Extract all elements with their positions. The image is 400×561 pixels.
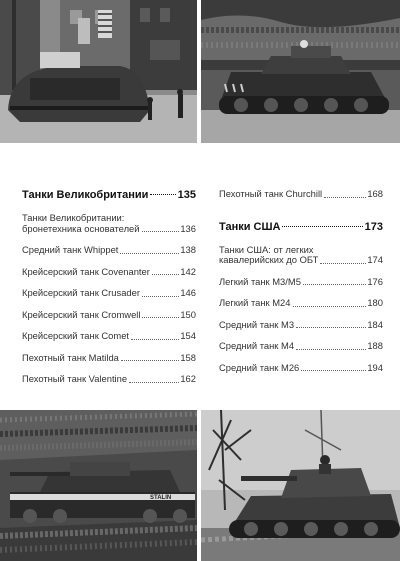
toc-entry-page: 154: [180, 330, 196, 341]
section-heading-title: Танки Великобритании: [22, 189, 149, 201]
toc-entry-page: 180: [367, 297, 383, 308]
toc-entry[interactable]: [22, 267, 196, 278]
toc-entry-title: Пехотный танк Churchill: [219, 188, 323, 199]
toc-entry[interactable]: [22, 213, 196, 234]
toc-entry-page: 194: [367, 361, 383, 373]
toc-entry[interactable]: [22, 331, 196, 342]
toc-entry-page: 158: [180, 351, 196, 363]
toc-entry[interactable]: [219, 189, 383, 200]
toc-entry-page: 146: [180, 287, 196, 298]
leader-dots: [296, 349, 366, 350]
toc-entry[interactable]: [22, 353, 196, 364]
toc-entry-page: 168: [367, 188, 383, 199]
leader-dots: [121, 360, 179, 361]
leader-dots: [293, 306, 367, 307]
section-heading-page: 135: [177, 189, 196, 201]
toc-entry-page: 142: [180, 265, 196, 277]
toc-column-left: [22, 189, 196, 396]
toc-entry-title: Легкий танк M3/M5: [219, 275, 301, 287]
toc-entry-page: 174: [367, 254, 383, 265]
leader-dots: [129, 382, 179, 383]
leader-dots: [131, 339, 179, 340]
leader-dots: [303, 284, 366, 285]
tank-stamp-text: STALIN: [150, 495, 172, 501]
toc-entry-title: Средний танк M4: [219, 340, 295, 351]
photo-parade-tank: [201, 0, 400, 143]
leader-dots: [320, 263, 366, 264]
leader-dots: [296, 327, 366, 328]
toc-entry[interactable]: [22, 245, 196, 256]
toc-column-right: [219, 189, 383, 384]
toc-entry[interactable]: [219, 341, 383, 352]
toc-entry-title: Средний танк M3: [219, 318, 295, 330]
toc-entry-title: Крейсерский танк Comet: [22, 330, 130, 341]
toc-entry-page: 138: [180, 244, 196, 255]
toc-entry-title: Крейсерский танк Cromwell: [22, 308, 141, 320]
leader-dots: [142, 296, 179, 297]
leader-dots: [282, 226, 362, 227]
toc-entry-title: Крейсерский танк Crusader: [22, 287, 140, 298]
toc-entry-page: 150: [180, 308, 196, 320]
toc-entry[interactable]: [219, 320, 383, 331]
leader-dots: [142, 317, 179, 318]
toc-entry-title: Крейсерский танк Covenanter: [22, 265, 150, 277]
toc-entry-title: Пехотный танк Valentine: [22, 373, 128, 384]
toc-entry[interactable]: [219, 277, 383, 288]
toc-entry[interactable]: [219, 298, 383, 309]
section-heading-usa[interactable]: [219, 221, 383, 233]
toc-entry-title: Пехотный танк Matilda: [22, 351, 119, 363]
section-heading-page: 173: [364, 220, 383, 233]
toc-entry-title: Танки Великобритании: бронетехника основателей: [22, 212, 140, 234]
photo-tank-trees: [201, 410, 400, 561]
toc-entry-page: 188: [367, 340, 383, 351]
toc-entry[interactable]: [219, 245, 383, 266]
leader-dots: [301, 370, 366, 371]
toc-entry-page: 176: [367, 275, 383, 287]
toc-entry-title: Средний танк Whippet: [22, 244, 119, 255]
leader-dots: [120, 253, 179, 254]
photo-wwi-tank-street: [0, 0, 197, 143]
toc-entry[interactable]: [22, 374, 196, 385]
toc-entry-title: Танки США: от легких кавалерийских до ОБТ: [219, 243, 319, 265]
toc-entry[interactable]: [219, 363, 383, 374]
section-heading-title: Танки США: [219, 220, 281, 233]
photo-tank-crowd: [0, 410, 197, 561]
leader-dots: [142, 231, 180, 232]
section-heading-uk[interactable]: [22, 189, 196, 201]
leader-dots: [324, 197, 366, 198]
toc-entry-title: Легкий танк M24: [219, 297, 291, 308]
toc-entry-title: Средний танк M26: [219, 361, 300, 373]
toc-entry-page: 136: [180, 222, 196, 234]
toc-entry-page: 184: [367, 318, 383, 330]
toc-entry[interactable]: [22, 310, 196, 321]
toc-entry-page: 162: [180, 373, 196, 384]
toc-entry[interactable]: [22, 288, 196, 299]
leader-dots: [152, 274, 179, 275]
leader-dots: [150, 194, 175, 195]
